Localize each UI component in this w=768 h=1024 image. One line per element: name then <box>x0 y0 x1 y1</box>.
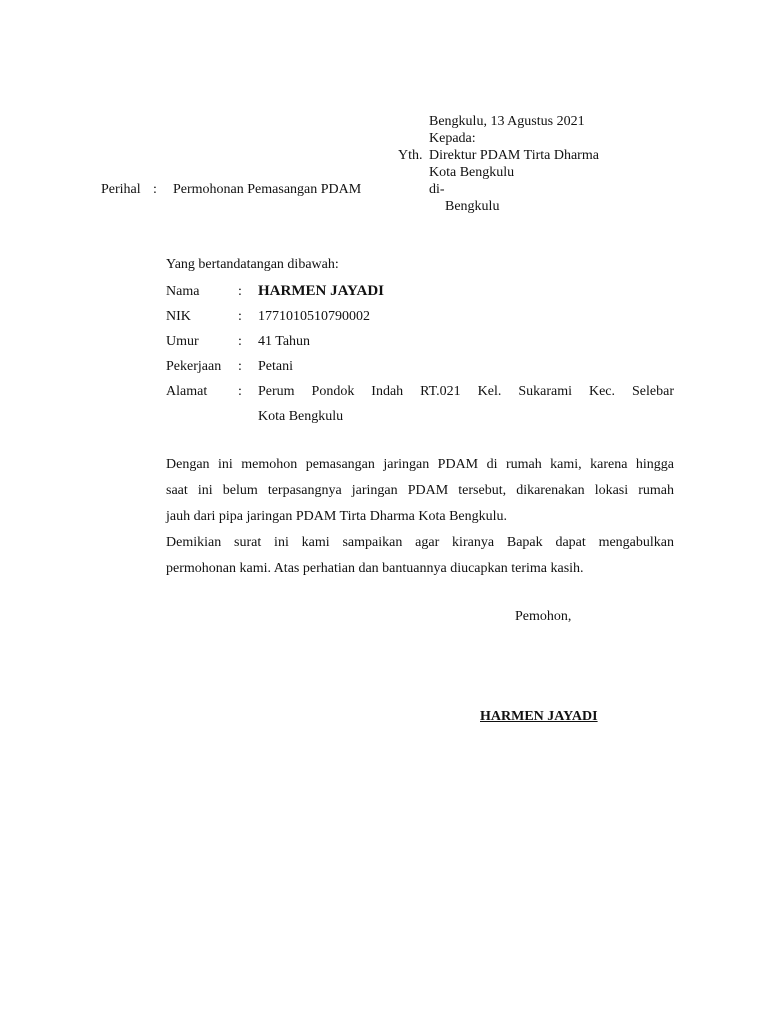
body-line: jauh dari pipa jaringan PDAM Tirta Dharma Kota Bengkulu. <box>166 509 508 524</box>
identity-label: Pekerjaan <box>166 359 222 374</box>
recipient-line-2: Kota Bengkulu <box>429 165 515 180</box>
closing-salutation: Pemohon, <box>515 609 572 624</box>
identity-colon: : <box>238 334 242 349</box>
identity-row-nama <box>166 279 674 304</box>
identity-name-value: HARMEN JAYADI <box>258 283 384 299</box>
recipient-city: Bengkulu <box>445 199 500 214</box>
subject-label: Perihal <box>101 182 141 197</box>
identity-row-pekerjaan <box>166 354 674 379</box>
recipient-line-1: Direktur PDAM Tirta Dharma <box>429 148 599 163</box>
identity-colon: : <box>238 359 242 374</box>
kepada-label: Kepada: <box>429 131 476 146</box>
identity-intro: Yang bertandatangan dibawah: <box>166 257 339 272</box>
body-line: permohonan kami. Atas perhatian dan bantuannya diucapkan terima kasih. <box>166 561 584 576</box>
di-label: di- <box>429 182 445 197</box>
identity-label: Alamat <box>166 384 208 399</box>
identity-row-umur <box>166 329 674 354</box>
identity-row-alamat-cont <box>166 404 674 429</box>
identity-label: Nama <box>166 284 200 299</box>
body-paragraph-1 <box>166 452 674 530</box>
identity-colon: : <box>238 284 242 299</box>
identity-nik-value: 1771010510790002 <box>258 309 370 324</box>
identity-colon: : <box>238 309 242 324</box>
identity-empty-cell <box>166 404 238 429</box>
body-paragraph-2 <box>166 530 674 582</box>
identity-empty-cell <box>238 404 258 429</box>
identity-occupation-value: Petani <box>258 359 293 374</box>
identity-age-value: 41 Tahun <box>258 334 311 349</box>
identity-address-line-1: Perum Pondok Indah RT.021 Kel. Sukarami Kec. Selebar <box>258 384 674 399</box>
identity-row-alamat <box>166 379 674 404</box>
identity-label: NIK <box>166 309 191 324</box>
body-line: saat ini belum terpasangnya jaringan PDAM tersebut, dikarenakan lokasi rumah <box>166 483 674 498</box>
identity-address-line-2: Kota Bengkulu <box>258 409 344 424</box>
subject-colon: : <box>153 182 157 197</box>
body-line: Demikian surat ini kami sampaikan agar kiranya Bapak dapat mengabulkan <box>166 535 674 550</box>
signatory-name: HARMEN JAYADI <box>480 709 598 724</box>
identity-label: Umur <box>166 334 199 349</box>
body-line: Dengan ini memohon pemasangan jaringan PDAM di rumah kami, karena hingga <box>166 457 674 472</box>
yth-label: Yth. <box>398 148 423 163</box>
identity-table <box>166 279 674 429</box>
subject-value: Permohonan Pemasangan PDAM <box>173 182 362 197</box>
place-date: Bengkulu, 13 Agustus 2021 <box>429 114 585 129</box>
identity-colon: : <box>238 384 242 399</box>
identity-row-nik <box>166 304 674 329</box>
